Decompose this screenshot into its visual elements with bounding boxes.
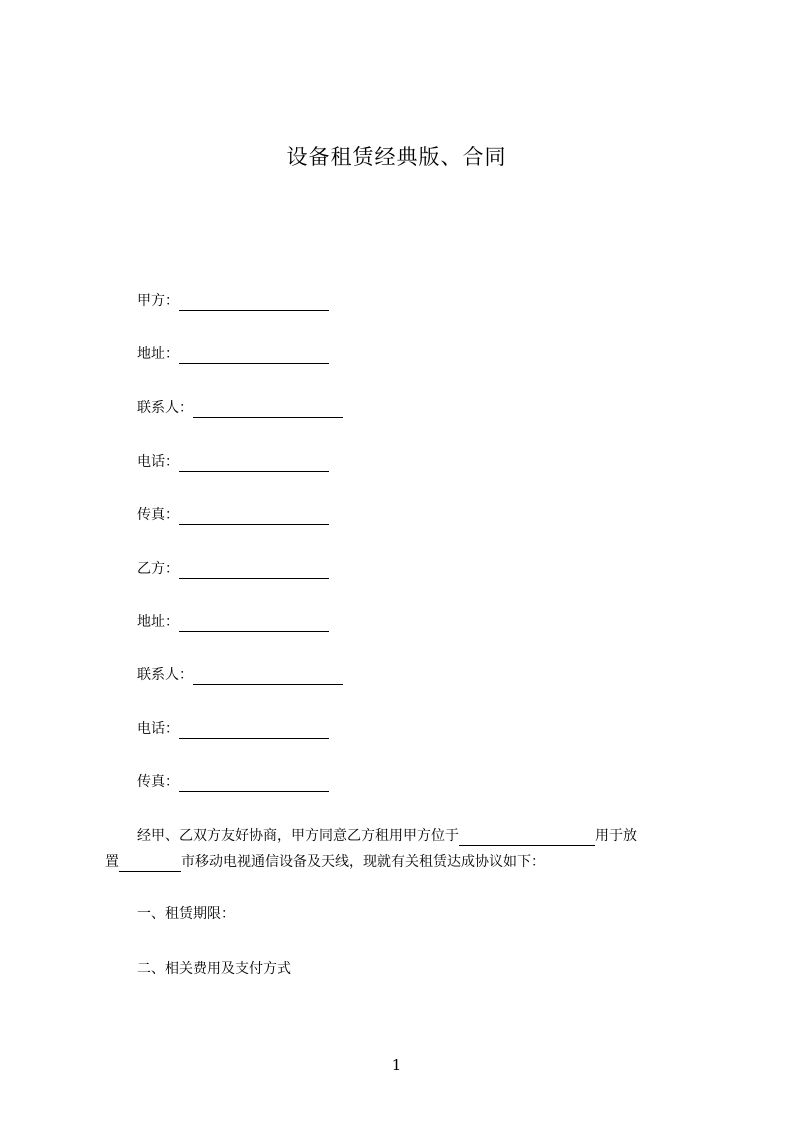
party-a-contact-blank bbox=[193, 401, 343, 418]
party-b-address-label: 地址： bbox=[137, 614, 179, 630]
party-a-fax-blank bbox=[179, 508, 329, 525]
intro-paragraph-line-1 bbox=[105, 826, 705, 846]
party-b-phone-field bbox=[137, 719, 329, 739]
party-a-phone-label: 电话： bbox=[137, 454, 179, 470]
party-a-phone-field bbox=[137, 452, 329, 472]
page-number: 1 bbox=[391, 1056, 402, 1074]
party-a-name-field bbox=[137, 291, 329, 311]
party-a-name-blank bbox=[179, 294, 329, 311]
party-b-name-field bbox=[137, 559, 329, 579]
party-b-address-field bbox=[137, 612, 329, 632]
party-b-contact-label: 联系人： bbox=[137, 667, 193, 683]
intro-location-blank bbox=[459, 829, 595, 846]
party-b-phone-blank bbox=[179, 722, 329, 739]
intro-paragraph-line-2 bbox=[105, 852, 705, 872]
party-a-address-label: 地址： bbox=[137, 346, 179, 362]
section-heading-fees-payment: 二、相关费用及支付方式 bbox=[137, 961, 291, 977]
party-a-name-label: 甲方： bbox=[137, 293, 179, 309]
party-a-address-field bbox=[137, 344, 329, 364]
document-title: 设备租赁经典版、合同 bbox=[286, 145, 507, 169]
party-b-contact-field bbox=[137, 665, 343, 685]
party-a-address-blank bbox=[179, 347, 329, 364]
intro-text-2a: 置 bbox=[105, 854, 119, 870]
party-b-contact-blank bbox=[193, 668, 343, 685]
party-a-contact-field bbox=[137, 398, 343, 418]
party-b-address-blank bbox=[179, 615, 329, 632]
party-a-contact-label: 联系人： bbox=[137, 400, 193, 416]
party-b-fax-blank bbox=[179, 775, 329, 792]
intro-text-2b: 市移动电视通信设备及天线，现就有关租赁达成协议如下： bbox=[181, 854, 545, 870]
party-b-fax-field bbox=[137, 772, 329, 792]
intro-text-1a: 经甲、乙双方友好协商，甲方同意乙方租用甲方位于 bbox=[137, 828, 459, 844]
intro-text-1b: 用于放 bbox=[595, 828, 637, 844]
party-b-fax-label: 传真： bbox=[137, 774, 179, 790]
party-b-name-blank bbox=[179, 562, 329, 579]
party-b-name-label: 乙方： bbox=[137, 561, 179, 577]
party-b-phone-label: 电话： bbox=[137, 721, 179, 737]
section-heading-lease-term: 一、租赁期限： bbox=[137, 906, 235, 922]
intro-city-blank bbox=[119, 855, 181, 872]
party-a-fax-field bbox=[137, 505, 329, 525]
party-a-phone-blank bbox=[179, 455, 329, 472]
party-a-fax-label: 传真： bbox=[137, 507, 179, 523]
